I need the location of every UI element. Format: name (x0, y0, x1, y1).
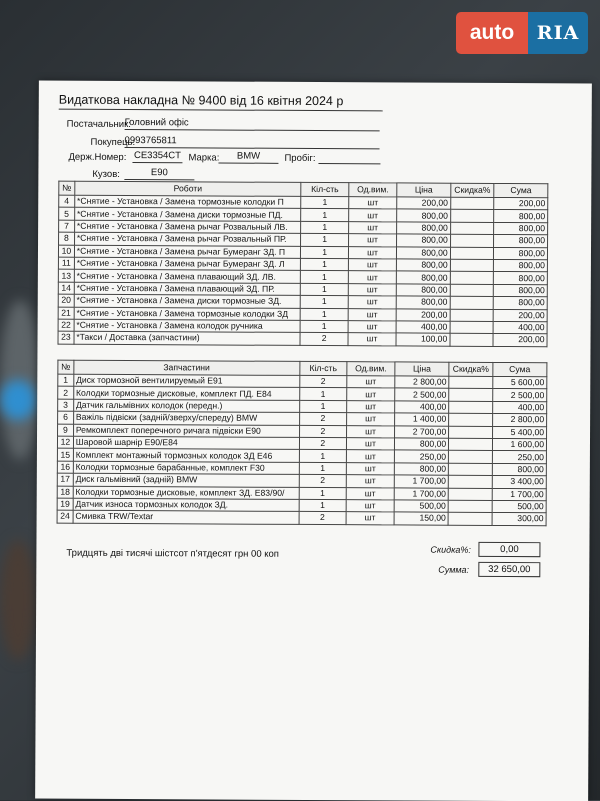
row-unit: шт (348, 234, 396, 247)
row-unit: шт (346, 500, 394, 513)
row-qty: 1 (299, 450, 346, 463)
logo-auto-text: auto (456, 12, 528, 54)
grand-total: 32 650,00 (478, 562, 540, 577)
supplier-value: Головний офіс (125, 117, 380, 131)
row-sum: 800,00 (492, 463, 546, 476)
row-discount (449, 376, 493, 389)
row-sum: 250,00 (492, 451, 546, 464)
row-discount (450, 296, 494, 309)
row-price: 200,00 (396, 308, 450, 321)
row-number: 4 (59, 195, 75, 207)
row-qty: 1 (301, 271, 349, 284)
row-discount (448, 513, 492, 526)
row-discount (450, 197, 494, 210)
row-number: 10 (58, 245, 74, 257)
row-qty: 2 (299, 512, 346, 525)
row-price: 2 700,00 (395, 425, 449, 438)
row-number: 11 (58, 257, 74, 269)
row-description: Колодки тормозные дисковые, комплект ЗД. E83/90/ (73, 486, 299, 500)
row-discount (450, 321, 494, 334)
col-price: Ціна (397, 183, 451, 197)
row-price: 250,00 (394, 450, 448, 463)
row-number: 23 (58, 331, 74, 343)
row-qty: 1 (299, 400, 346, 413)
row-price: 1 700,00 (394, 475, 448, 488)
row-sum: 200,00 (493, 309, 547, 322)
row-unit: шт (348, 333, 396, 346)
row-sum: 3 400,00 (492, 476, 546, 489)
row-price: 800,00 (394, 438, 448, 451)
row-price: 500,00 (394, 500, 448, 513)
row-discount (449, 426, 493, 439)
table-row (58, 331, 547, 346)
row-unit: шт (347, 376, 395, 389)
row-description: *Снятие - Установка / Замена тормозные колодки П (75, 195, 302, 209)
plate-value: CE3354CT (132, 150, 182, 163)
row-sum: 2 500,00 (492, 389, 546, 402)
col-sum: Сума (493, 362, 547, 376)
row-qty: 1 (301, 221, 349, 234)
row-discount (449, 451, 493, 464)
row-discount (448, 475, 492, 488)
col-sum: Сума (494, 183, 548, 197)
row-qty: 1 (299, 388, 346, 401)
row-discount (449, 413, 493, 426)
row-sum: 400,00 (492, 401, 546, 414)
row-number: 14 (58, 282, 74, 294)
row-description: Диск гальмівний (задній) BMW (73, 473, 299, 487)
row-price: 800,00 (397, 209, 451, 222)
row-number: 24 (57, 510, 73, 522)
row-unit: шт (348, 246, 396, 259)
row-qty: 1 (301, 209, 349, 222)
row-qty: 2 (299, 475, 346, 488)
row-price: 200,00 (397, 197, 451, 210)
brand-label: Марка: (188, 152, 220, 164)
col-qty: Кіл-сть (299, 361, 346, 375)
row-unit: шт (346, 512, 394, 525)
row-unit: шт (348, 259, 396, 272)
buyer-label: Покупець: (90, 136, 136, 149)
row-description: Колодки тормозные барабанные, комплект F30 (73, 461, 299, 475)
mileage-label: Пробіг: (284, 152, 316, 165)
row-price: 800,00 (396, 271, 450, 284)
body-value: E90 (124, 167, 194, 180)
row-description: Ремкомплект поперечного ричага підвіски E90 (73, 424, 299, 438)
col-works: Роботи (75, 181, 302, 196)
row-discount (449, 389, 493, 402)
row-price: 2 500,00 (395, 388, 449, 401)
row-qty: 1 (301, 234, 349, 247)
row-sum: 800,00 (494, 210, 548, 223)
row-qty: 1 (300, 320, 348, 333)
row-number: 2 (58, 387, 74, 399)
row-sum: 1 700,00 (492, 488, 546, 501)
row-qty: 2 (300, 333, 348, 346)
row-number: 9 (58, 424, 74, 436)
row-number: 20 (58, 294, 74, 306)
row-unit: шт (346, 450, 394, 463)
row-price: 800,00 (396, 296, 450, 309)
row-qty: 2 (299, 413, 346, 426)
row-price: 800,00 (396, 284, 450, 297)
col-unit: Од.вим. (347, 362, 395, 376)
row-sum: 800,00 (494, 272, 548, 285)
row-number: 21 (58, 307, 74, 319)
row-discount (448, 488, 492, 501)
col-unit: Од.вим. (349, 183, 397, 197)
row-price: 1 700,00 (394, 487, 448, 500)
row-unit: шт (346, 487, 394, 500)
row-discount (450, 234, 494, 247)
row-discount (448, 500, 492, 513)
row-number: 15 (57, 449, 73, 461)
row-price: 800,00 (394, 463, 448, 476)
discount-total: 0,00 (478, 542, 540, 557)
row-sum: 300,00 (492, 513, 546, 526)
row-number: 16 (57, 461, 73, 473)
row-description: *Снятие - Установка / Замена рычаг Розвальный ЛВ. (74, 220, 301, 234)
mileage-value (318, 151, 380, 164)
row-unit: шт (347, 413, 395, 426)
plate-label: Держ.Номер: (68, 151, 127, 164)
row-price: 800,00 (397, 234, 451, 247)
row-number: 6 (58, 411, 74, 423)
row-sum: 800,00 (494, 297, 548, 310)
row-qty: 1 (299, 462, 346, 475)
total-in-words: Тридцять дві тисячі шістсот п'ятдесят грн 00 коп (66, 547, 279, 560)
row-unit: шт (346, 462, 394, 475)
row-price: 1 400,00 (395, 413, 449, 426)
works-table (58, 181, 549, 347)
row-description: Колодки тормозные дисковые, комплект ПД. E84 (73, 387, 299, 401)
row-qty: 2 (299, 425, 346, 438)
row-description: *Снятие - Установка / Замена рычаг Розвальный ПР. (74, 232, 301, 246)
row-unit: шт (347, 400, 395, 413)
row-unit: шт (349, 197, 397, 210)
row-qty: 1 (301, 246, 349, 259)
row-discount (450, 259, 494, 272)
col-number: № (59, 181, 75, 195)
row-price: 150,00 (394, 512, 448, 525)
col-price: Ціна (395, 362, 449, 376)
row-sum: 200,00 (493, 334, 547, 347)
row-description: *Снятие - Установка / Замена колодок ручника (74, 319, 301, 333)
row-unit: шт (349, 209, 397, 222)
row-description: *Снятие - Установка / Замена диски тормозные ЗД. (74, 294, 301, 308)
supplier-label: Постачальник: (66, 118, 131, 131)
row-description: *Снятие - Установка / Замена диски тормозные ПД. (74, 208, 301, 222)
row-price: 800,00 (397, 222, 451, 235)
row-qty: 1 (299, 487, 346, 500)
row-qty: 1 (301, 258, 349, 271)
row-number: 7 (59, 220, 75, 232)
row-unit: шт (348, 308, 396, 321)
row-unit: шт (348, 283, 396, 296)
row-description: Датчик гальмівних колодок (передн.) (73, 399, 299, 413)
row-unit: шт (348, 271, 396, 284)
row-qty: 1 (300, 296, 348, 309)
col-discount: Скидка% (449, 362, 493, 376)
row-qty: 1 (301, 196, 349, 209)
row-description: *Снятие - Установка / Замена тормозные колодки ЗД (74, 307, 301, 321)
col-discount: Скидка% (451, 183, 495, 197)
body-label: Кузов: (92, 168, 120, 180)
row-price: 400,00 (395, 401, 449, 414)
row-qty: 2 (299, 375, 346, 388)
row-price: 400,00 (396, 321, 450, 334)
row-sum: 800,00 (494, 235, 548, 248)
row-unit: шт (346, 438, 394, 451)
logo-ria-text: RIA (528, 12, 588, 54)
row-number: 5 (59, 208, 75, 220)
col-qty: Кіл-сть (301, 182, 349, 196)
row-qty: 1 (300, 308, 348, 321)
row-number: 3 (58, 399, 74, 411)
row-description: *Такси / Доставка (запчастини) (74, 332, 301, 346)
row-number: 1 (58, 374, 74, 386)
row-discount (450, 309, 494, 322)
table-row (57, 510, 546, 525)
row-unit: шт (348, 296, 396, 309)
row-sum: 2 800,00 (492, 414, 546, 427)
row-discount (450, 210, 494, 223)
invoice-document (35, 81, 592, 801)
row-number: 17 (57, 473, 73, 485)
row-number: 8 (59, 232, 75, 244)
row-number: 22 (58, 319, 74, 331)
autoria-logo (456, 12, 588, 54)
row-description: Датчик износа тормозных колодок ЗД. (73, 498, 299, 512)
row-number: 18 (57, 486, 73, 498)
row-qty: 1 (299, 499, 346, 512)
row-description: *Снятие - Установка / Замена плавающий ЗД. ЛВ. (74, 270, 301, 284)
row-discount (449, 438, 493, 451)
row-unit: шт (347, 425, 395, 438)
row-qty: 1 (301, 283, 349, 296)
row-unit: шт (348, 321, 396, 334)
row-sum: 200,00 (494, 197, 548, 210)
row-discount (450, 247, 494, 260)
row-discount (450, 222, 494, 235)
row-sum: 1 600,00 (492, 438, 546, 451)
invoice-title: Видаткова накладна № 9400 від 16 квітня 2024 р (58, 92, 344, 109)
row-discount (450, 272, 494, 285)
row-sum: 800,00 (494, 247, 548, 260)
row-number: 12 (57, 436, 73, 448)
row-number: 19 (57, 498, 73, 510)
row-qty: 2 (299, 437, 346, 450)
row-discount (449, 401, 493, 414)
row-sum: 500,00 (492, 500, 546, 513)
brand-value: BMW (218, 150, 278, 163)
buyer-value: 0993765811 (125, 135, 380, 149)
row-description: Важіль підвіски (задній/зверху/спереду) BMW (73, 411, 299, 425)
row-sum: 800,00 (494, 222, 548, 235)
row-unit: шт (349, 221, 397, 234)
sum-label: Сумма: (438, 564, 470, 575)
row-description: *Снятие - Установка / Замена плавающий ЗД. ПР. (74, 282, 301, 296)
row-price: 800,00 (397, 246, 451, 259)
row-price: 100,00 (396, 333, 450, 346)
row-discount (450, 334, 494, 347)
row-unit: шт (346, 475, 394, 488)
row-sum: 5 600,00 (493, 376, 547, 389)
row-sum: 800,00 (494, 259, 548, 272)
row-unit: шт (347, 388, 395, 401)
row-sum: 5 400,00 (492, 426, 546, 439)
row-number: 13 (58, 270, 74, 282)
col-parts: Запчастини (74, 360, 300, 375)
row-price: 2 800,00 (395, 376, 449, 389)
row-description: *Снятие - Установка / Замена рычаг Бумеранг ЗД. Л (74, 257, 301, 271)
discount-label: Скидка%: (430, 544, 471, 555)
row-description: *Снятие - Установка / Замена рычаг Бумеранг ЗД. П (74, 245, 301, 259)
row-description: Диск тормозной вентилируемый E91 (74, 374, 300, 388)
row-sum: 400,00 (493, 321, 547, 334)
row-price: 800,00 (397, 259, 451, 272)
col-number: № (58, 360, 74, 374)
row-description: Шаровой шарнір E90/E84 (73, 436, 299, 450)
row-discount (449, 463, 493, 476)
row-discount (450, 284, 494, 297)
parts-table (57, 360, 548, 526)
title-underline (59, 109, 383, 112)
row-description: Смивка TRW/Textar (73, 511, 299, 525)
row-description: Комплект монтажный тормозных колодок ЗД E46 (73, 449, 299, 463)
row-sum: 800,00 (494, 284, 548, 297)
